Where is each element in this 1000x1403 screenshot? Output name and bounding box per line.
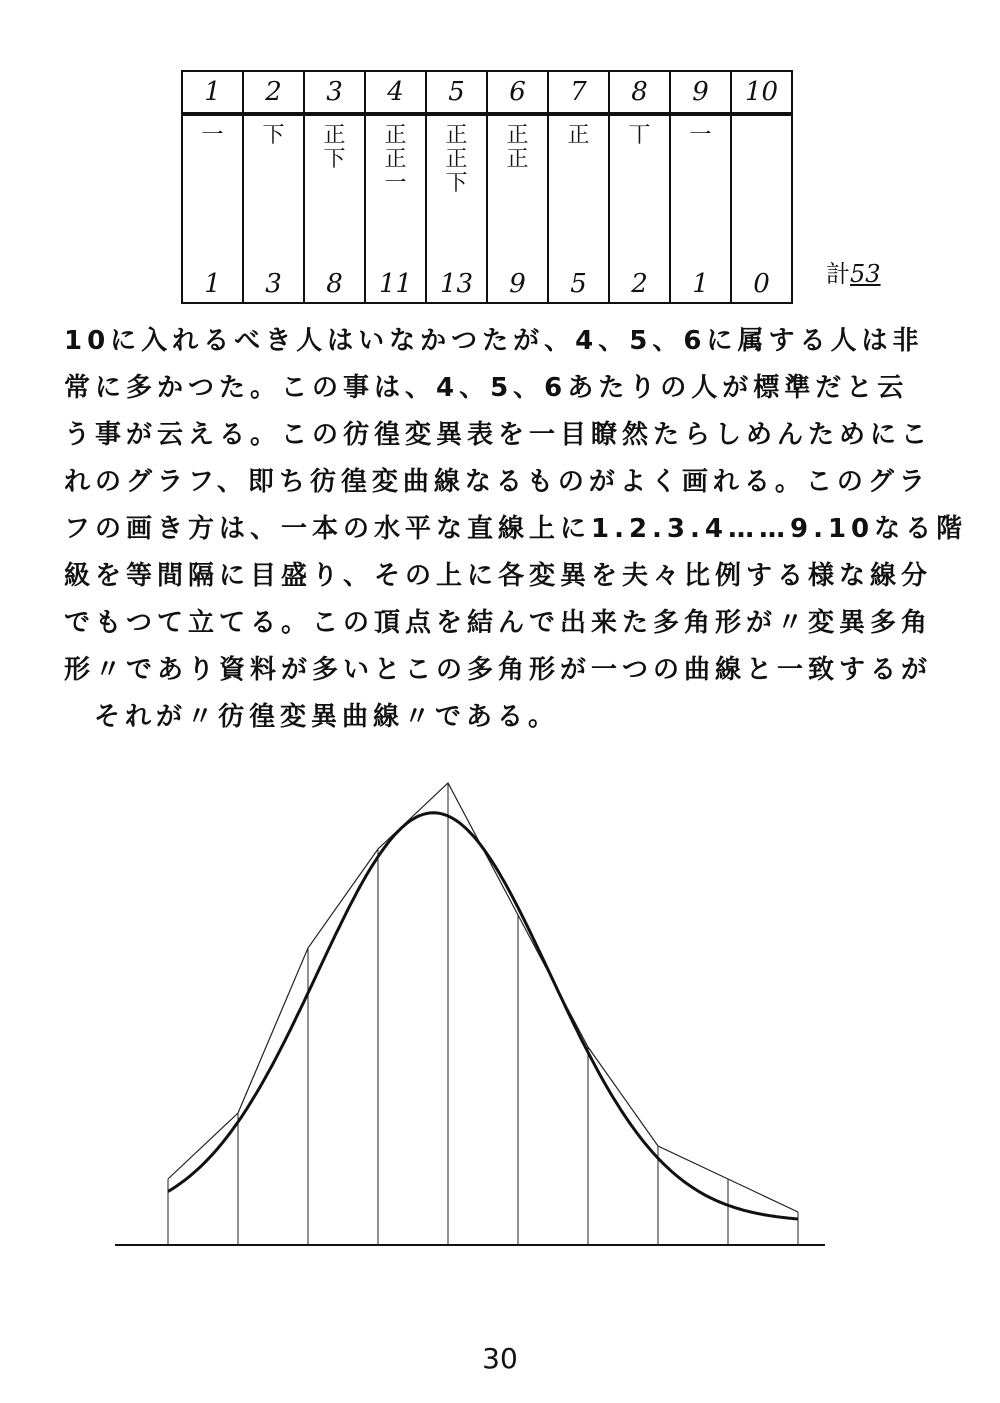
total-prefix: 計: [826, 260, 850, 288]
count-cell: 3: [243, 266, 304, 303]
tally-cell: [487, 114, 548, 266]
tally-mark: 下: [262, 123, 285, 148]
count-cell: 11: [365, 266, 426, 303]
tally-cell: [548, 114, 609, 266]
body-paragraph: [64, 318, 968, 741]
header-cell: 2: [243, 71, 304, 114]
header-cell: 8: [609, 71, 670, 114]
header-cell: 5: [426, 71, 487, 114]
tally-cell: [182, 114, 243, 266]
count-cell: 13: [426, 266, 487, 303]
header-cell: 3: [304, 71, 365, 114]
page-number: 30: [482, 1342, 518, 1375]
count-cell: 0: [731, 266, 792, 303]
text-line: 級を等間隔に目盛り、その上に各変異を夫々比例する様な線分: [64, 561, 933, 591]
tally-mark: 正: [506, 123, 529, 148]
tally-mark: 下: [445, 171, 468, 196]
text-line: 形〃であり資料が多いとこの多角形が一つの曲線と一致するが: [64, 655, 933, 685]
tally-mark: 一: [689, 123, 712, 148]
tally-mark: 一: [384, 171, 407, 196]
tally-mark: 正: [567, 123, 590, 148]
header-cell: 7: [548, 71, 609, 114]
tally-mark: 正: [445, 123, 468, 148]
count-cell: 2: [609, 266, 670, 303]
tally-cell: [365, 114, 426, 266]
total-value: 53: [850, 260, 881, 288]
tally-cell: [731, 114, 792, 266]
text-line: れのグラフ、即ち彷徨変曲線なるものがよく画れる。このグラ: [64, 467, 930, 497]
tally-cell: [304, 114, 365, 266]
header-cell: 10: [731, 71, 792, 114]
text-line: でもつて立てる。この頂点を結んで出来た多角形が〃変異多角: [64, 608, 933, 638]
tally-mark: 正: [323, 123, 346, 148]
tally-table: [181, 70, 793, 304]
header-cell: 6: [487, 71, 548, 114]
variation-curve: [168, 813, 798, 1219]
total-label: [826, 254, 881, 289]
count-cell: 1: [182, 266, 243, 303]
count-cell: 8: [304, 266, 365, 303]
tally-cell: [609, 114, 670, 266]
text-line: 常に多かつた。この事は、4、5、6あたりの人が標準だと云: [64, 373, 909, 403]
tally-cell: [670, 114, 731, 266]
count-cell: 5: [548, 266, 609, 303]
tally-cell: [426, 114, 487, 266]
tally-row: [182, 114, 792, 266]
tally-cell: [243, 114, 304, 266]
variation-graph: [0, 740, 1000, 1300]
header-cell: 9: [670, 71, 731, 114]
tally-mark: 正: [384, 123, 407, 148]
count-cell: 1: [670, 266, 731, 303]
tally-mark: 丅: [628, 123, 651, 148]
tally-mark: 下: [323, 147, 346, 172]
tally-mark: 正: [445, 147, 468, 172]
text-line: う事が云える。この彷徨変異表を一目瞭然たらしめんためにこ: [64, 420, 933, 450]
text-line: それが〃彷徨変異曲線〃である。: [94, 702, 560, 732]
tally-mark: 正: [384, 147, 407, 172]
text-line: 10に入れるべき人はいなかつたが、4、5、6に属する人は非: [64, 326, 924, 356]
header-cell: 4: [365, 71, 426, 114]
tally-mark: 一: [201, 123, 224, 148]
text-line: フの画き方は、一本の水平な直線上に1.2.3.4……9.10なる階: [64, 514, 968, 544]
count-row: [182, 266, 792, 303]
header-cell: 1: [182, 71, 243, 114]
table-header-row: [182, 71, 792, 114]
tally-mark: 正: [506, 147, 529, 172]
count-cell: 9: [487, 266, 548, 303]
